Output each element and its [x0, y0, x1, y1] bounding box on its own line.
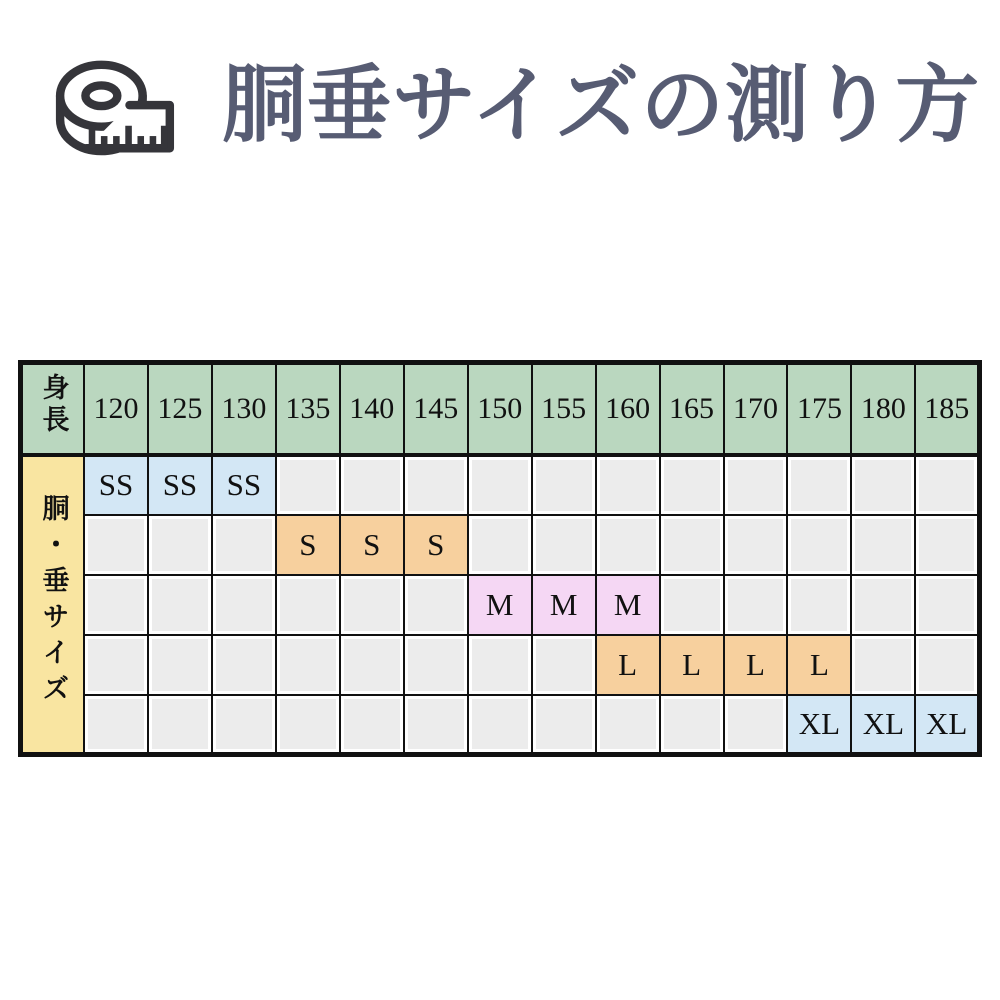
empty-cell — [276, 695, 340, 755]
empty-cell — [148, 635, 212, 695]
size-cell-s-145: S — [404, 515, 468, 575]
empty-cell — [724, 455, 788, 515]
empty-cell — [724, 575, 788, 635]
height-header-175: 175 — [787, 363, 851, 455]
empty-cell — [276, 575, 340, 635]
size-cell-s-140: S — [340, 515, 404, 575]
empty-cell — [340, 695, 404, 755]
size-cell-l-160: L — [596, 635, 660, 695]
empty-cell — [724, 695, 788, 755]
corner-header-height — [21, 363, 85, 455]
empty-cell — [851, 575, 915, 635]
empty-cell — [404, 635, 468, 695]
row-axis-label-cell — [21, 455, 85, 755]
height-header-125: 125 — [148, 363, 212, 455]
size-cell-xl-175: XL — [787, 695, 851, 755]
empty-cell — [148, 575, 212, 635]
height-header-155: 155 — [532, 363, 596, 455]
empty-cell — [84, 635, 148, 695]
empty-cell — [212, 635, 276, 695]
size-row-s — [21, 515, 980, 575]
height-header-140: 140 — [340, 363, 404, 455]
empty-cell — [787, 515, 851, 575]
empty-cell — [532, 515, 596, 575]
empty-cell — [212, 575, 276, 635]
empty-cell — [915, 515, 979, 575]
height-header-160: 160 — [596, 363, 660, 455]
empty-cell — [468, 455, 532, 515]
empty-cell — [596, 515, 660, 575]
empty-cell — [532, 455, 596, 515]
empty-cell — [660, 455, 724, 515]
empty-cell — [468, 635, 532, 695]
empty-cell — [404, 455, 468, 515]
height-header-150: 150 — [468, 363, 532, 455]
empty-cell — [148, 695, 212, 755]
empty-cell — [468, 515, 532, 575]
empty-cell — [340, 635, 404, 695]
empty-cell — [404, 575, 468, 635]
size-cell-ss-120: SS — [84, 455, 148, 515]
empty-cell — [915, 635, 979, 695]
empty-cell — [660, 515, 724, 575]
height-header-row — [21, 363, 980, 455]
empty-cell — [532, 695, 596, 755]
empty-cell — [84, 515, 148, 575]
height-header-130: 130 — [212, 363, 276, 455]
size-cell-m-150: M — [468, 575, 532, 635]
size-cell-s-135: S — [276, 515, 340, 575]
empty-cell — [596, 455, 660, 515]
empty-cell — [212, 695, 276, 755]
size-cell-xl-185: XL — [915, 695, 979, 755]
empty-cell — [276, 635, 340, 695]
size-cell-l-175: L — [787, 635, 851, 695]
height-header-180: 180 — [851, 363, 915, 455]
empty-cell — [660, 575, 724, 635]
size-cell-ss-130: SS — [212, 455, 276, 515]
empty-cell — [787, 575, 851, 635]
row-axis-label: 胴・垂サイズ — [38, 493, 69, 710]
corner-header-label: 身長 — [38, 372, 69, 437]
title-row — [32, 50, 982, 164]
size-row-l — [21, 635, 980, 695]
empty-cell — [84, 575, 148, 635]
height-header-165: 165 — [660, 363, 724, 455]
empty-cell — [851, 455, 915, 515]
empty-cell — [787, 455, 851, 515]
size-cell-m-155: M — [532, 575, 596, 635]
empty-cell — [404, 695, 468, 755]
height-header-185: 185 — [915, 363, 979, 455]
empty-cell — [340, 575, 404, 635]
empty-cell — [468, 695, 532, 755]
empty-cell — [340, 455, 404, 515]
empty-cell — [851, 515, 915, 575]
size-row-m — [21, 575, 980, 635]
empty-cell — [660, 695, 724, 755]
height-header-170: 170 — [724, 363, 788, 455]
empty-cell — [212, 515, 276, 575]
empty-cell — [851, 635, 915, 695]
size-table — [18, 360, 982, 757]
empty-cell — [915, 455, 979, 515]
size-cell-m-160: M — [596, 575, 660, 635]
empty-cell — [724, 515, 788, 575]
size-cell-ss-125: SS — [148, 455, 212, 515]
size-cell-xl-180: XL — [851, 695, 915, 755]
measuring-tape-icon — [32, 50, 182, 164]
empty-cell — [84, 695, 148, 755]
size-row-ss — [21, 455, 980, 515]
height-header-145: 145 — [404, 363, 468, 455]
size-cell-l-170: L — [724, 635, 788, 695]
empty-cell — [596, 695, 660, 755]
size-row-xl — [21, 695, 980, 755]
height-header-120: 120 — [84, 363, 148, 455]
size-cell-l-165: L — [660, 635, 724, 695]
height-header-135: 135 — [276, 363, 340, 455]
empty-cell — [532, 635, 596, 695]
empty-cell — [148, 515, 212, 575]
empty-cell — [276, 455, 340, 515]
page-title: 胴垂サイズの測り方 — [222, 59, 981, 153]
empty-cell — [915, 575, 979, 635]
